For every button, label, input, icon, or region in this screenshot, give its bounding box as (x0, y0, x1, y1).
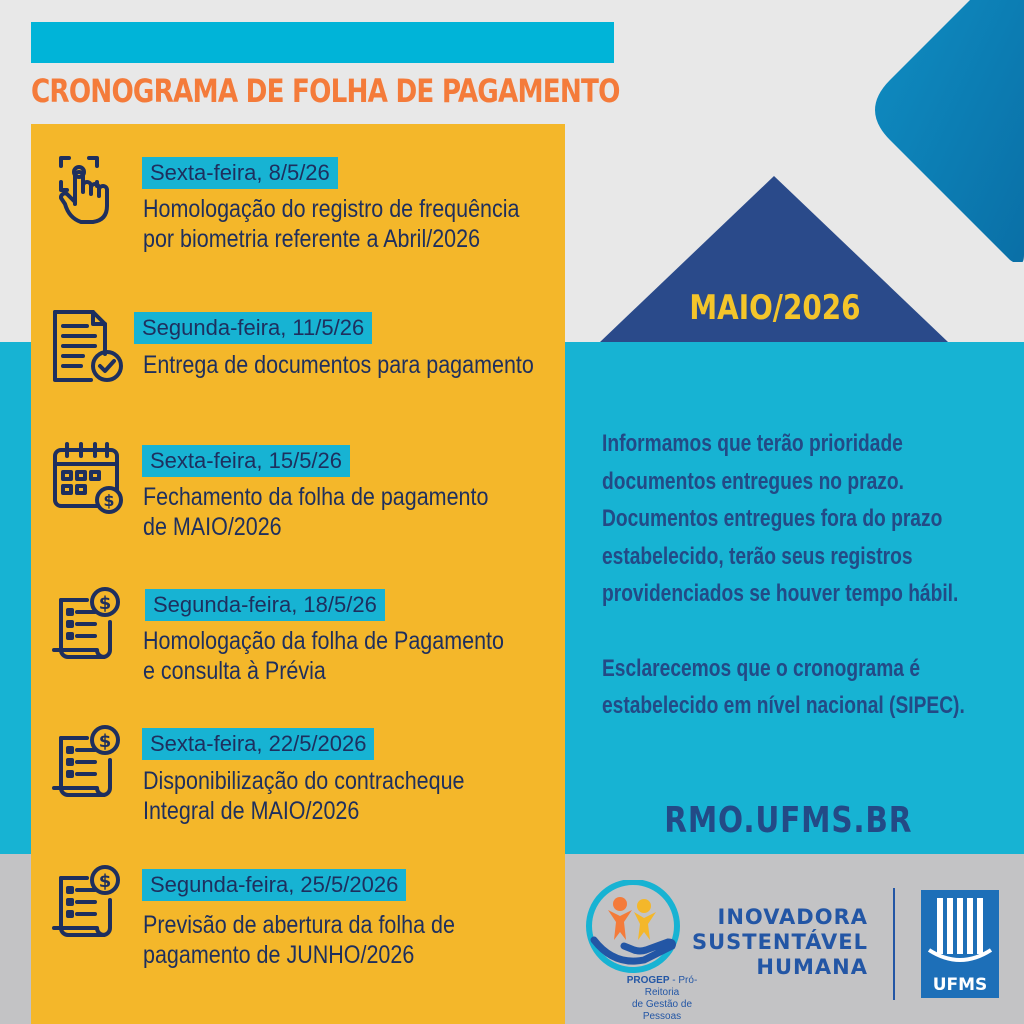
tagline: INOVADORA SUSTENTÁVEL HUMANA (691, 905, 868, 979)
schedule-date: Sexta-feira, 15/5/26 (142, 445, 350, 477)
schedule-date: Segunda-feira, 18/5/26 (145, 589, 385, 621)
ufms-logo: UFMS (921, 890, 999, 998)
schedule-description: Homologação da folha de Pagamento e consulta à Prévia (143, 627, 504, 685)
schedule-description: Fechamento da folha de pagamento de MAIO/2026 (143, 483, 489, 541)
schedule-date: Sexta-feira, 22/5/2026 (142, 728, 374, 760)
schedule-panel (31, 124, 565, 1024)
schedule-description: Previsão de abertura da folha de pagamento de JUNHO/2026 (143, 911, 455, 969)
schedule-description: Entrega de documentos para pagamento (143, 351, 534, 379)
schedule-description: Homologação do registro de frequência por biometria referente a Abril/2026 (143, 195, 520, 253)
invoice-dollar-icon (51, 586, 125, 660)
calendar-money-icon (51, 442, 125, 516)
invoice-dollar-icon (51, 864, 125, 938)
document-check-icon (51, 308, 125, 382)
page-title: CRONOGRAMA DE FOLHA DE PAGAMENTO (31, 72, 620, 110)
fingerprint-touch-icon (51, 152, 125, 226)
progep-logo (584, 880, 682, 978)
progep-caption: PROGEP - Pró-Reitoria de Gestão de Pessoas (626, 975, 698, 1022)
invoice-dollar-icon (51, 724, 125, 798)
svg-text:$: $ (98, 871, 112, 892)
svg-text:$: $ (98, 731, 112, 752)
notice-text: Informamos que terão prioridade documentos entregues no prazo. Documentos entregues fora do prazo estabelecido, terão seus registros providenciados se houver tempo hábil. Esclarecemos que o cronograma é estabelecido em nível nacional (SIPEC). (602, 430, 965, 719)
schedule-description: Disponibilização do contracheque Integral de MAIO/2026 (143, 767, 465, 825)
month-label: MAIO/2026 (689, 288, 861, 328)
ufms-building-icon (921, 890, 999, 970)
schedule-date: Sexta-feira, 8/5/26 (142, 157, 338, 189)
schedule-date: Segunda-feira, 25/5/2026 (142, 869, 406, 901)
svg-text:$: $ (103, 491, 115, 510)
svg-text:$: $ (98, 593, 112, 614)
website-link[interactable]: RMO.UFMS.BR (664, 800, 913, 841)
footer-divider (893, 888, 895, 1000)
schedule-date: Segunda-feira, 11/5/26 (134, 312, 372, 344)
top-accent-bar (31, 22, 614, 63)
